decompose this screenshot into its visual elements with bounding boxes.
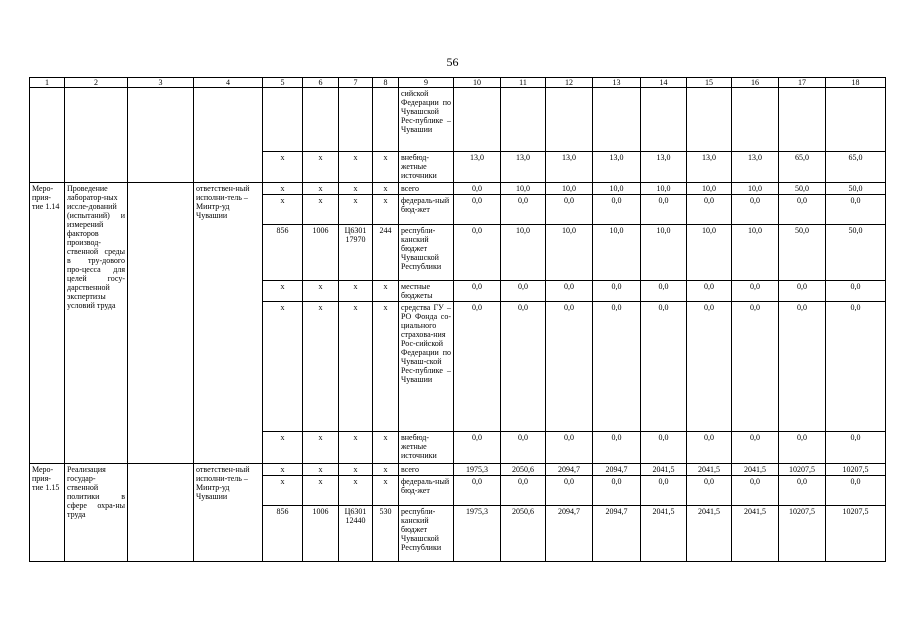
- cell-c6: х: [303, 152, 339, 183]
- column-number: 4: [194, 78, 263, 88]
- cell-c7: х: [339, 152, 373, 183]
- value-cell: 0,0: [593, 476, 641, 506]
- value-cell: 13,0: [732, 152, 779, 183]
- source-label: внебюд-жетные источники: [399, 152, 454, 183]
- value-cell: 10,0: [593, 183, 641, 195]
- event-goal: [128, 464, 194, 562]
- value-cell: 10207,5: [826, 464, 886, 476]
- cell-empty: [65, 88, 128, 183]
- column-number: 18: [826, 78, 886, 88]
- value-cell: 0,0: [454, 432, 501, 464]
- value-cell: 0,0: [641, 302, 687, 432]
- column-number-row: [30, 78, 886, 88]
- source-label: всего: [399, 464, 454, 476]
- cell-c5: х: [263, 302, 303, 432]
- value-cell: 0,0: [641, 432, 687, 464]
- cell-c8: х: [373, 281, 399, 302]
- cell-c6: 1006: [303, 225, 339, 281]
- cell-c6: х: [303, 195, 339, 225]
- value-cell: 0,0: [687, 432, 732, 464]
- value-cell: 2041,5: [641, 464, 687, 476]
- column-number: 8: [373, 78, 399, 88]
- value-cell: 13,0: [641, 152, 687, 183]
- value-cell: 10,0: [546, 225, 593, 281]
- column-number: 3: [128, 78, 194, 88]
- value-cell: 50,0: [779, 225, 826, 281]
- value-cell: 13,0: [687, 152, 732, 183]
- column-number: 13: [593, 78, 641, 88]
- value-cell: 2041,5: [732, 506, 779, 562]
- value-cell: 2041,5: [687, 464, 732, 476]
- value-cell: 0,0: [454, 476, 501, 506]
- value-cell: 0,0: [454, 302, 501, 432]
- column-number: 10: [454, 78, 501, 88]
- value-cell: 0,0: [687, 476, 732, 506]
- cell-c8: х: [373, 195, 399, 225]
- cell-c7: х: [339, 281, 373, 302]
- cell-c5: 856: [263, 225, 303, 281]
- value-cell: 0,0: [826, 195, 886, 225]
- value-cell: 0,0: [454, 183, 501, 195]
- column-number: 12: [546, 78, 593, 88]
- cell-empty: [373, 88, 399, 152]
- value-cell: 10,0: [687, 225, 732, 281]
- budget-table: [29, 77, 886, 562]
- cell-empty: [30, 88, 65, 183]
- value-cell: 0,0: [501, 476, 546, 506]
- cell-c7: Ц6301 17970: [339, 225, 373, 281]
- column-number: 9: [399, 78, 454, 88]
- value-cell: 2094,7: [593, 464, 641, 476]
- cell-c8: 244: [373, 225, 399, 281]
- column-number: 15: [687, 78, 732, 88]
- value-cell: 13,0: [593, 152, 641, 183]
- value-cell: 0,0: [593, 302, 641, 432]
- cell-c6: 1006: [303, 506, 339, 562]
- value-cell: 0,0: [779, 195, 826, 225]
- cell-empty: [303, 88, 339, 152]
- value-cell: 0,0: [593, 281, 641, 302]
- cell-c7: х: [339, 476, 373, 506]
- cell-c6: х: [303, 476, 339, 506]
- value-cell: 0,0: [732, 302, 779, 432]
- cell-c6: х: [303, 432, 339, 464]
- value-cell: 2094,7: [546, 464, 593, 476]
- value-cell: 10,0: [732, 183, 779, 195]
- value-cell: 13,0: [501, 152, 546, 183]
- continued-source-text: сийской Федерации по Чувашской Рес-публике – Чувашии: [399, 88, 454, 152]
- value-cell: 0,0: [826, 302, 886, 432]
- cell-c6: х: [303, 464, 339, 476]
- value-cell: 10,0: [687, 183, 732, 195]
- value-cell: 1975,3: [454, 464, 501, 476]
- cell-c6: х: [303, 302, 339, 432]
- value-cell: 10,0: [593, 225, 641, 281]
- cell-c8: х: [373, 183, 399, 195]
- value-cell: 2050,6: [501, 506, 546, 562]
- value-cell: 0,0: [826, 476, 886, 506]
- value-cell: 10,0: [732, 225, 779, 281]
- value-cell: 10,0: [546, 183, 593, 195]
- cell-c7: х: [339, 183, 373, 195]
- cell-c8: х: [373, 302, 399, 432]
- cell-c5: 856: [263, 506, 303, 562]
- value-cell: 0,0: [641, 281, 687, 302]
- cell-c7: х: [339, 464, 373, 476]
- event-executor: ответствен-ный исполни-тель – Минтр-уд Чувашии: [194, 183, 263, 464]
- value-cell: 1975,3: [454, 506, 501, 562]
- value-cell: 0,0: [779, 432, 826, 464]
- column-number: 11: [501, 78, 546, 88]
- value-cell: 0,0: [826, 281, 886, 302]
- value-cell: 0,0: [454, 195, 501, 225]
- value-cell: 0,0: [501, 432, 546, 464]
- cell-c8: 530: [373, 506, 399, 562]
- value-cell: 65,0: [826, 152, 886, 183]
- cell-c5: х: [263, 183, 303, 195]
- value-cell: 0,0: [779, 281, 826, 302]
- event-code: Меро-прия-тие 1.14: [30, 183, 65, 464]
- event-name: Проведение лаборатор-ных иссле-дований (испытаний) и измерений факторов производ-ственной среды в тру-дового про-цесса для целей госу-дарственной экспертизы условий труда: [65, 183, 128, 464]
- cell-empty: [128, 88, 194, 183]
- value-cell: 2050,6: [501, 464, 546, 476]
- column-number: 2: [65, 78, 128, 88]
- cell-c6: х: [303, 281, 339, 302]
- source-label: всего: [399, 183, 454, 195]
- value-cell: 0,0: [546, 281, 593, 302]
- cell-c7: Ц6301 12440: [339, 506, 373, 562]
- cell-c8: х: [373, 464, 399, 476]
- value-cell: 0,0: [779, 302, 826, 432]
- column-number: 6: [303, 78, 339, 88]
- value-cell: 10,0: [501, 183, 546, 195]
- column-number: 1: [30, 78, 65, 88]
- value-cell: 10207,5: [779, 506, 826, 562]
- value-cell: 2094,7: [546, 506, 593, 562]
- value-cell: 0,0: [641, 476, 687, 506]
- cell-c8: х: [373, 476, 399, 506]
- cell-c7: х: [339, 432, 373, 464]
- value-cell: 0,0: [546, 302, 593, 432]
- column-number: 14: [641, 78, 687, 88]
- value-cell: 10207,5: [779, 464, 826, 476]
- cell-c5: х: [263, 464, 303, 476]
- value-cell: 0,0: [732, 195, 779, 225]
- value-cell: 13,0: [546, 152, 593, 183]
- value-cell: 10,0: [641, 225, 687, 281]
- value-cell: 0,0: [687, 302, 732, 432]
- cell-empty: [194, 88, 263, 183]
- cell-c8: х: [373, 432, 399, 464]
- value-cell: 0,0: [687, 281, 732, 302]
- source-label: местные бюджеты: [399, 281, 454, 302]
- cell-c8: х: [373, 152, 399, 183]
- value-cell: 0,0: [687, 195, 732, 225]
- source-label: средства ГУ – РО Фонда со-циального страхова-ния Рос-сийской Федерации по Чуваш-ской Рес-публике – Чувашии: [399, 302, 454, 432]
- value-cell: 0,0: [593, 432, 641, 464]
- event-name: Реализация государ-ственной политики в сфере охра-ны труда: [65, 464, 128, 562]
- value-cell: 10207,5: [826, 506, 886, 562]
- value-cell: 50,0: [826, 183, 886, 195]
- value-cell: 10,0: [501, 225, 546, 281]
- column-number: 16: [732, 78, 779, 88]
- value-cell: 0,0: [546, 476, 593, 506]
- value-cell: 10,0: [641, 183, 687, 195]
- cell-c5: х: [263, 432, 303, 464]
- cell-empty: [263, 88, 303, 152]
- cell-c6: х: [303, 183, 339, 195]
- column-number: 7: [339, 78, 373, 88]
- cell-c7: х: [339, 195, 373, 225]
- value-cell: 50,0: [826, 225, 886, 281]
- value-cell: 0,0: [546, 195, 593, 225]
- value-cell: 0,0: [732, 476, 779, 506]
- source-label: внебюд-жетные источники: [399, 432, 454, 464]
- value-cell: 0,0: [454, 281, 501, 302]
- event-114-row-total: [30, 183, 886, 195]
- event-executor: ответствен-ный исполни-тель – Минтр-уд Чувашии: [194, 464, 263, 562]
- value-cell: 0,0: [501, 281, 546, 302]
- value-cell: 0,0: [501, 302, 546, 432]
- value-cell: 0,0: [501, 195, 546, 225]
- value-cell: 0,0: [593, 195, 641, 225]
- source-label: республи-канский бюджет Чувашской Республики: [399, 225, 454, 281]
- cell-c5: х: [263, 281, 303, 302]
- cell-c5: х: [263, 152, 303, 183]
- event-code: Меро-прия-тие 1.15: [30, 464, 65, 562]
- value-cell: 0,0: [779, 476, 826, 506]
- cell-c7: х: [339, 302, 373, 432]
- value-cell: 0,0: [454, 225, 501, 281]
- source-label: федераль-ный бюд-жет: [399, 476, 454, 506]
- event-goal: [128, 183, 194, 464]
- value-cell: 13,0: [454, 152, 501, 183]
- column-number: 5: [263, 78, 303, 88]
- cell-c5: х: [263, 195, 303, 225]
- cell-c5: х: [263, 476, 303, 506]
- value-cell: 2094,7: [593, 506, 641, 562]
- value-cell: 0,0: [641, 195, 687, 225]
- value-cell: 0,0: [546, 432, 593, 464]
- source-label: федераль-ный бюд-жет: [399, 195, 454, 225]
- value-cell: 65,0: [779, 152, 826, 183]
- value-cell: 50,0: [779, 183, 826, 195]
- value-cell: 2041,5: [641, 506, 687, 562]
- value-cell: 0,0: [826, 432, 886, 464]
- event-115-row-total: [30, 464, 886, 476]
- value-cell: 0,0: [732, 432, 779, 464]
- cell-empty: [339, 88, 373, 152]
- page-number: 56: [446, 55, 459, 69]
- value-cell: 0,0: [732, 281, 779, 302]
- continued-row: [30, 88, 886, 152]
- value-cell: 2041,5: [687, 506, 732, 562]
- value-cell: 2041,5: [732, 464, 779, 476]
- column-number: 17: [779, 78, 826, 88]
- source-label: республи-канский бюджет Чувашской Республики: [399, 506, 454, 562]
